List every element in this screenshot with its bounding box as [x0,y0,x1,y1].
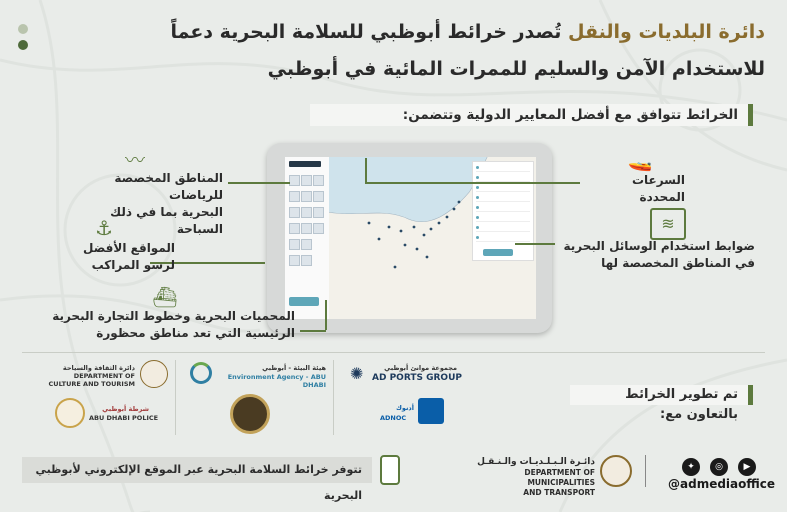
falcon-emblem-icon [140,360,168,388]
dmt-name-en-2: AND TRANSPORT [523,488,595,497]
panel-tile [313,223,324,234]
partner-name-en: DEPARTMENT OF CULTURE AND TOURISM [48,372,135,388]
feature-line: ضوابط استخدام الوسائل البحرية [563,239,755,253]
national-guard-emblem-icon [230,394,270,434]
connector-line [228,182,290,184]
logo-environment-agency [190,360,330,388]
ports-emblem-icon: ✺ [350,364,364,383]
feature-anchoring [30,240,175,274]
feature-line: المناطق المخصصة للرياضات [114,171,223,202]
youtube-icon[interactable]: ▶ [738,458,756,476]
environment-agency-icon [190,362,212,384]
partner-name-en: AD PORTS GROUP [372,373,462,383]
connector-line [300,330,326,332]
logo-ad-ports [350,362,490,388]
panel-tile [289,207,300,218]
partner-name-en: Environment Agency - ABU DHABI [227,373,326,389]
feature-line: البحرية بما في ذلك السباحة [110,205,223,236]
logo-adnoc [380,398,450,430]
partner-name-ar: أدنوك [395,404,414,412]
anchor-icon: ⚓ [95,216,113,240]
panel-tile [301,207,312,218]
connector-line [365,158,367,182]
partner-name-ar: مجموعة موانئ أبوظبي [384,364,457,372]
panel-tile [301,175,312,186]
panel-tile [301,255,312,266]
map-side-panel [285,157,330,319]
connector-line [515,243,555,245]
partner-name-ar: دائرة الثقافة والسياحة [62,364,135,372]
panel-tile [289,175,300,186]
section-divider [22,352,765,353]
partner-name-ar: شرطة أبوظبي [102,405,149,413]
panel-header [289,161,321,167]
panel-tile [301,191,312,202]
panel-tile [313,175,324,186]
panel-tile [313,207,324,218]
tablet-mockup [267,143,552,333]
speed-boat-icon: 🚤 [627,148,653,172]
logo-separator [333,360,334,435]
headline-line-2: للاستخدام الآمن والسليم للممرات المائية في أبوظبي [267,58,765,80]
instagram-icon[interactable]: ◎ [710,458,728,476]
connector-line [325,300,327,330]
panel-tile [301,223,312,234]
panel-tile [289,239,300,250]
feature-regulations [555,238,755,272]
swimmer-icon: 〰 [125,148,145,172]
feature-line: المحميات البحرية وخطوط التجارة البحرية [52,309,295,323]
collaboration-title: تم تطوير الخرائط بالتعاون مع: [570,385,753,405]
connector-line [365,182,580,184]
panel-tile [289,191,300,202]
panel-tile [289,255,300,266]
feature-line: المواقع الأفضل [83,241,175,255]
police-emblem-icon [55,398,85,428]
ship-icon: ⛴ [152,285,178,309]
footer-separator [645,455,646,487]
twitter-icon[interactable]: ✦ [682,458,700,476]
feature-line: الرئيسية التي تعد مناطق محظورة [96,326,295,340]
legend-button [483,249,513,256]
mobile-phone-icon [380,455,400,485]
dmt-name-ar: دائـرة الـبـلـديـات والـنـقـل [477,457,595,467]
feature-line: لرسو المراكب [91,258,175,272]
headline-rest: تُصدر خرائط أبوظبي للسلامة البحرية دعماً [170,21,562,43]
dmt-name-en-1: DEPARTMENT OF MUNICIPALITIES [524,468,595,487]
social-handle[interactable]: @admediaoffice [668,477,776,491]
partner-name-en: ABU DHABI POLICE [89,414,159,422]
feature-line: في المناطق المخصصة لها [601,256,755,270]
panel-tile [289,223,300,234]
headline-highlight: دائرة البلديات والنقل [567,21,765,43]
feature-speed-limits [585,172,685,206]
adnoc-icon [418,398,444,424]
logo-culture-tourism [40,360,170,388]
partner-name-en: ADNOC [380,414,407,422]
feature-protected-areas [10,308,295,342]
feature-line: السرعات المحددة [631,173,685,204]
headline-line-1 [25,18,765,46]
panel-tile [313,191,324,202]
footer-note: تتوفر خرائط السلامة البحرية عبر الموقع الإلكتروني لأبوظبي البحرية [22,457,372,483]
logo-ad-police [55,398,165,430]
panel-action-button [289,297,319,306]
logo-separator [175,360,176,435]
falcon-emblem-icon [600,455,632,487]
regulation-icon: ≋ [650,208,686,240]
map-layer-legend [472,161,534,261]
dmt-logo-text [465,456,595,498]
section-title: الخرائط تتوافق مع أفضل المعايير الدولية وتتضمن: [310,104,753,126]
panel-tile [301,239,312,250]
partner-name-ar: هيئة البيئة - أبوظبي [262,364,326,372]
